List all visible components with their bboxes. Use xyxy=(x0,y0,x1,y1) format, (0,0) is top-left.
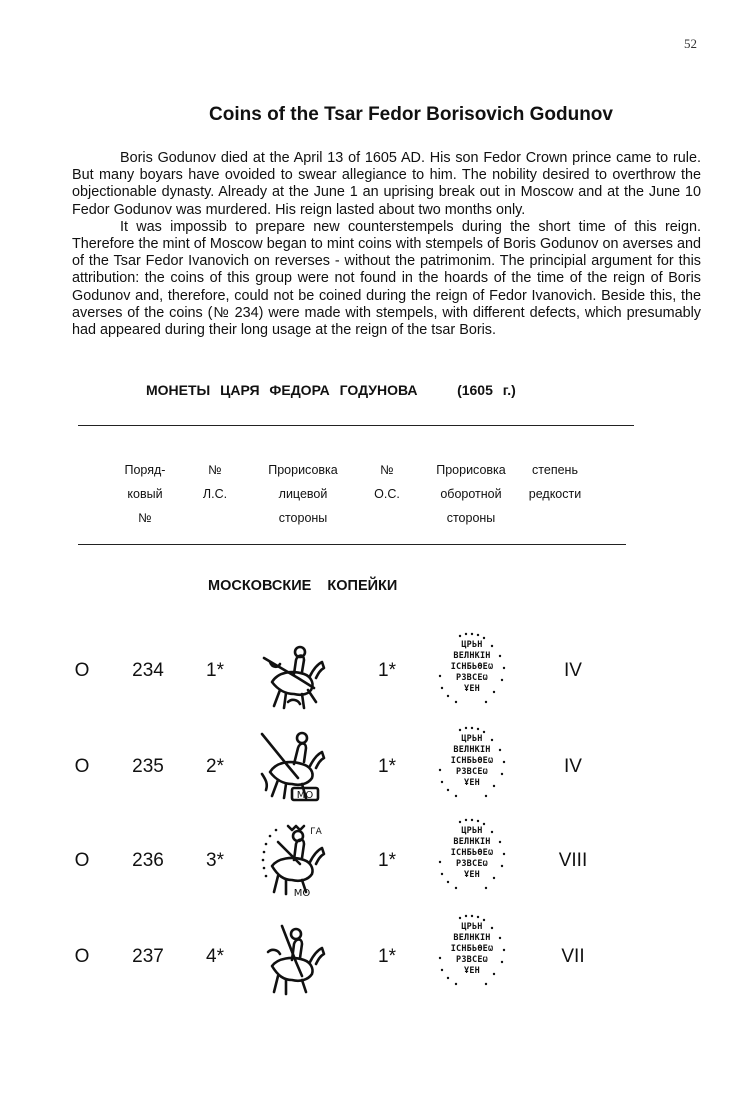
legend-line: РЗВСЕѠ xyxy=(456,673,488,683)
legend-line: ҰЕН xyxy=(464,870,480,880)
row-reverse-number: 1* xyxy=(378,946,396,967)
header-line: Поряд- xyxy=(124,463,166,477)
legend-line: РЗВСЕѠ xyxy=(456,767,488,777)
obverse-drawing xyxy=(258,638,332,718)
legend-line: ҰЕН xyxy=(464,684,480,694)
row-obverse-number: 4* xyxy=(206,946,224,967)
header-line: № xyxy=(138,511,152,525)
header-line: лицевой xyxy=(278,487,328,501)
row-reverse-number: 1* xyxy=(378,756,396,777)
row-rarity: VII xyxy=(561,946,585,967)
reverse-drawing xyxy=(436,726,508,806)
reverse-drawing xyxy=(436,632,508,712)
svg-text:ГА: ГА xyxy=(310,827,322,837)
paragraph: It was impossib to prepare new counterstempels during the short time of this reign. Therefore the mint of Moscow began to mint coins with stempels of Boris Godunov on averses and of the Tsar Fedor Ivanovich on reverses - without the patrimonim. The principial argument for this attribution: the coins of this group were not found in the hoards of the time of the reign of Boris Godunov and, therefore, could not be coined during the reign of Fedor Ivanovich. Beside this, the averses of the coins (№ 234) were made with stempels, with different defects, which presumably had appeared during their long usage at the reign of the tsar Boris. xyxy=(72,218,701,339)
legend-line: ЦРЬН xyxy=(461,922,483,932)
legend-line: ВЕЛНКІН xyxy=(453,837,491,847)
header-line: № xyxy=(380,463,394,477)
legend-line: ВЕЛНКІН xyxy=(453,651,491,661)
row-rarity: IV xyxy=(564,660,582,681)
page-title: Coins of the Tsar Fedor Borisovich Godunov xyxy=(209,104,613,125)
legend-line: ЦРЬН xyxy=(461,734,483,744)
header-reverse-drawing xyxy=(424,458,518,530)
header-line: оборотной xyxy=(440,487,502,501)
row-rarity: IV xyxy=(564,756,582,777)
reverse-drawing xyxy=(436,914,508,994)
header-reverse-number xyxy=(367,458,407,506)
obverse-drawing xyxy=(258,726,332,806)
legend-line: ВЕЛНКІН xyxy=(453,933,491,943)
row-number: 234 xyxy=(132,660,164,681)
header-obverse-drawing xyxy=(256,458,350,530)
header-line: Л.С. xyxy=(202,487,228,501)
legend-line: ЦРЬН xyxy=(461,640,483,650)
row-number: 235 xyxy=(132,756,164,777)
reverse-legend xyxy=(436,922,508,977)
header-line: О.С. xyxy=(374,487,400,501)
row-number: 236 xyxy=(132,850,164,871)
row-number: 237 xyxy=(132,946,164,967)
row-rarity: VIII xyxy=(558,850,588,871)
legend-line: ҰЕН xyxy=(464,966,480,976)
table-rule-bottom xyxy=(78,544,626,545)
header-line: Прорисовка xyxy=(436,463,506,477)
obverse-drawing xyxy=(258,822,332,902)
header-obverse-number xyxy=(190,458,240,506)
table-title: МОНЕТЫ ЦАРЯ ФЕДОРА ГОДУНОВА (1605 г.) xyxy=(146,382,516,398)
paragraph: Boris Godunov died at the April 13 of 1605 AD. His son Fedor Crown prince came to rule. But many boyars have ovoided to swear allegiance to him. The nobility desired to overthrow the objectionable dynasty. Already at the June 1 an uprising break out in Moscow and at the June 10 Fedor Godunov was murdered. His reign lasted about two months only. xyxy=(72,150,701,218)
row-obverse-number: 1* xyxy=(206,660,224,681)
legend-line: ҰЕН xyxy=(464,778,480,788)
row-mark: O xyxy=(74,756,90,777)
legend-line: РЗВСЕѠ xyxy=(456,859,488,869)
svg-text:МО: МО xyxy=(296,790,314,801)
header-line: степень xyxy=(532,463,578,477)
header-line: Прорисовка xyxy=(268,463,338,477)
row-obverse-number: 2* xyxy=(206,756,224,777)
legend-line: ІСНБЬѲЕѠ xyxy=(450,662,494,672)
reverse-legend xyxy=(436,640,508,695)
header-serial xyxy=(110,458,180,530)
row-mark: O xyxy=(74,660,90,681)
reverse-legend xyxy=(436,826,508,881)
page-number: 52 xyxy=(684,36,697,51)
legend-line: ІСНБЬѲЕѠ xyxy=(450,848,494,858)
obverse-drawing xyxy=(258,922,332,1002)
svg-text:МО: МО xyxy=(293,888,311,899)
header-line: стороны xyxy=(278,511,328,525)
reverse-legend xyxy=(436,734,508,789)
table-rule-top xyxy=(78,425,634,426)
section-title: МОСКОВСКИЕ КОПЕЙКИ xyxy=(208,578,398,594)
legend-line: ВЕЛНКІН xyxy=(453,745,491,755)
header-rarity xyxy=(520,458,590,506)
legend-line: РЗВСЕѠ xyxy=(456,955,488,965)
header-line: № xyxy=(208,463,222,477)
row-obverse-number: 3* xyxy=(206,850,224,871)
row-mark: O xyxy=(74,946,90,967)
legend-line: ІСНБЬѲЕѠ xyxy=(450,756,494,766)
header-line: стороны xyxy=(446,511,496,525)
row-reverse-number: 1* xyxy=(378,850,396,871)
row-reverse-number: 1* xyxy=(378,660,396,681)
header-line: редкости xyxy=(528,487,582,501)
header-line: ковый xyxy=(127,487,163,501)
row-mark: O xyxy=(74,850,90,871)
body-text xyxy=(72,150,701,339)
reverse-drawing xyxy=(436,818,508,898)
legend-line: ІСНБЬѲЕѠ xyxy=(450,944,494,954)
legend-line: ЦРЬН xyxy=(461,826,483,836)
